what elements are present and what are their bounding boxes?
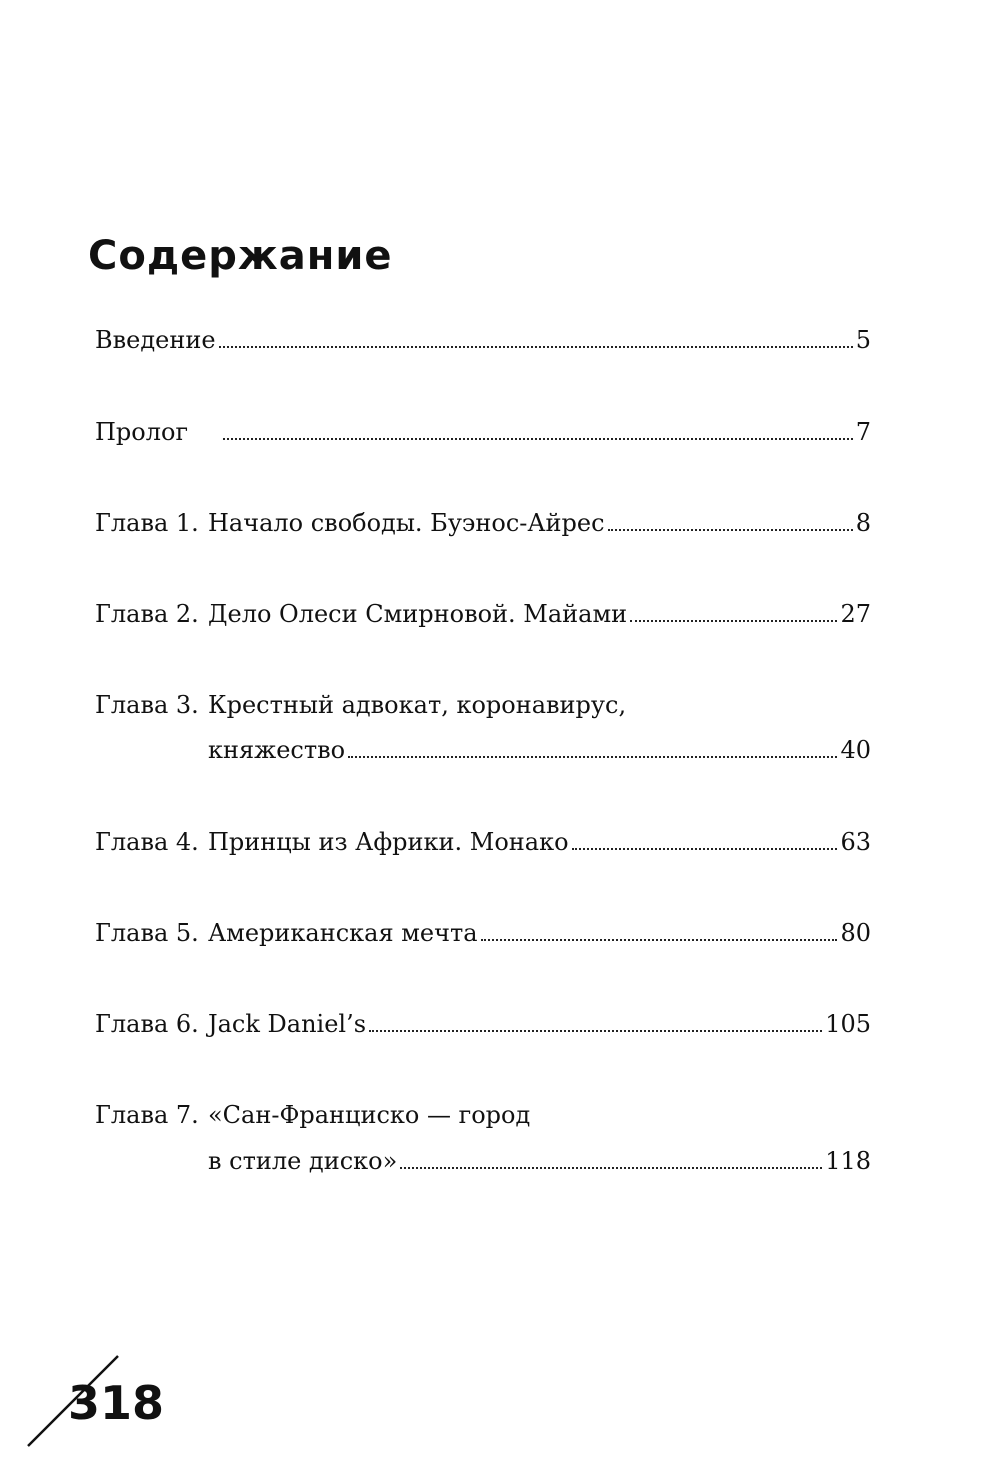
toc-entry-title: Jack Daniel’s xyxy=(208,1010,367,1038)
toc-entry-page: 40 xyxy=(840,736,871,764)
toc-entry-title: Введение xyxy=(95,326,216,354)
toc-entry-page: 105 xyxy=(825,1010,871,1038)
toc-entry-prefix: Глава 5. xyxy=(95,919,199,947)
toc-entry-title: Принцы из Африки. Монако xyxy=(208,828,569,856)
toc-entry-title: Пролог xyxy=(95,418,189,446)
page-title: Содержание xyxy=(88,233,393,279)
toc-entry-page: 118 xyxy=(825,1147,871,1175)
toc-entry-page: 63 xyxy=(840,828,871,856)
toc-entry-page: 5 xyxy=(855,326,871,354)
toc-entry-prefix: Глава 4. xyxy=(95,828,199,856)
toc-entry-title-continued: в стиле диско» xyxy=(208,1147,398,1175)
page-number: 318 xyxy=(68,1376,165,1430)
toc-entry-page: 8 xyxy=(855,509,871,537)
toc-entry-title: Крестный адвокат, коронавирус, xyxy=(208,691,627,719)
toc-entry-page: 27 xyxy=(840,600,871,628)
toc-entry-title: Американская мечта xyxy=(208,919,478,947)
toc-entry-title-continued: княжество xyxy=(208,736,346,764)
toc-entry-title: Дело Олеси Смирновой. Майами xyxy=(208,600,628,628)
toc-entry-title: «Сан-Франциско — город xyxy=(208,1101,531,1129)
toc-entry-page: 80 xyxy=(840,919,871,947)
toc-entry-prefix: Глава 7. xyxy=(95,1101,199,1129)
toc-entry-title: Начало свободы. Буэнос-Айрес xyxy=(208,509,605,537)
toc-entry-prefix: Глава 2. xyxy=(95,600,199,628)
toc-entry-prefix: Глава 3. xyxy=(95,691,199,719)
toc-entry-prefix: Глава 6. xyxy=(95,1010,199,1038)
toc-entry-prefix: Глава 1. xyxy=(95,509,199,537)
toc-entry-page: 7 xyxy=(855,418,871,446)
